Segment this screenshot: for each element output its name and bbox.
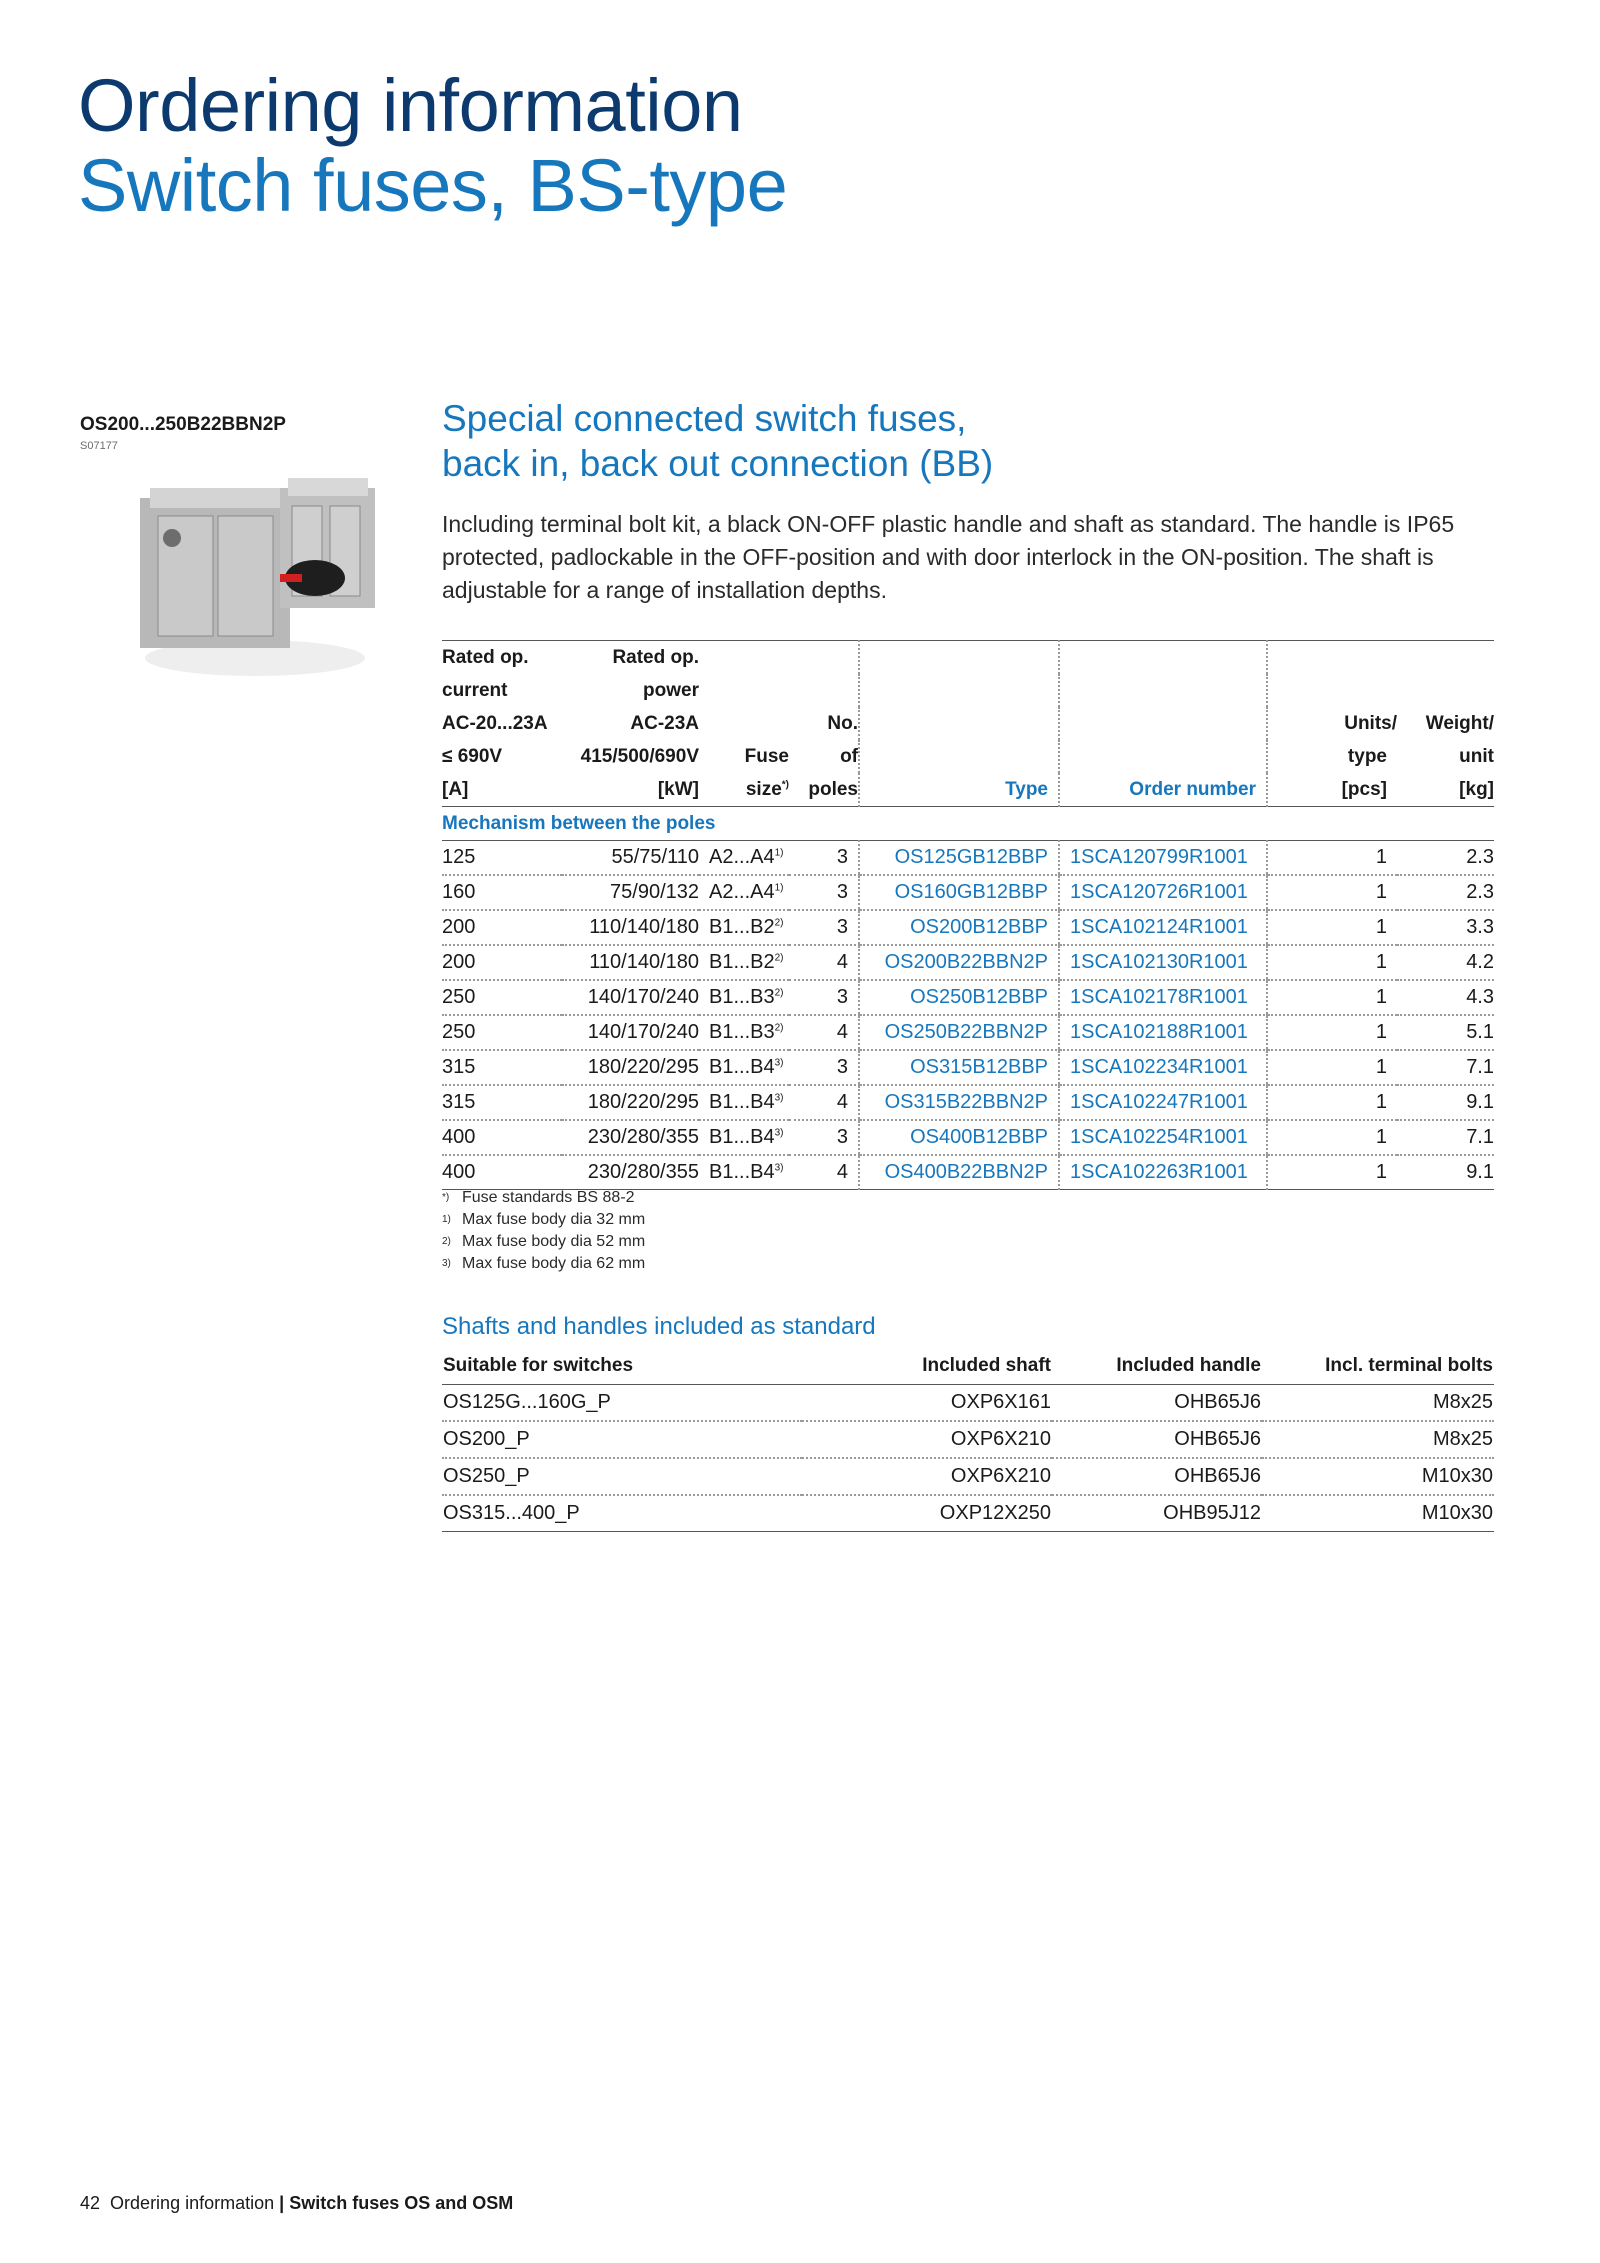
table-row (442, 875, 1494, 910)
page-title-line1: Ordering information (78, 64, 743, 147)
header-weight-2: unit (1459, 746, 1494, 767)
footer-section: Ordering information (110, 2193, 275, 2213)
cell-weight: 9.1 (1397, 1085, 1494, 1120)
cell-current: 315 (442, 1050, 562, 1085)
footnote (442, 1253, 645, 1275)
cell-bolts: M10x30 (1262, 1495, 1494, 1532)
footnote-text: Max fuse body dia 52 mm (462, 1233, 646, 1250)
footnote-mark: 2) (442, 1236, 451, 1247)
cell-weight: 7.1 (1397, 1120, 1494, 1155)
cell-units: 1 (1267, 1120, 1397, 1155)
shafts-header-shaft: Included shaft (802, 1348, 1052, 1385)
header-current-1: Rated op. (442, 641, 562, 675)
shafts-header-switches: Suitable for switches (442, 1348, 802, 1385)
table-row (442, 1050, 1494, 1085)
cell-weight: 4.3 (1397, 980, 1494, 1015)
table-row (442, 841, 1494, 876)
cell-fuse: A2...A4$^{1)}$ (699, 875, 789, 910)
header-poles-3: poles (789, 773, 859, 807)
cell-handle: OHB65J6 (1052, 1421, 1262, 1458)
table-row (442, 1385, 1494, 1422)
cell-weight: 4.2 (1397, 945, 1494, 980)
cell-shaft: OXP12X250 (802, 1495, 1052, 1532)
cell-poles: 3 (789, 1120, 859, 1155)
cell-fuse: B1...B3$^{2)}$ (699, 1015, 789, 1050)
footnote-text: Fuse standards BS 88-2 (462, 1189, 635, 1206)
cell-handle: OHB95J12 (1052, 1495, 1262, 1532)
cell-type: OS160GB12BBP (859, 875, 1059, 910)
cell-bolts: M8x25 (1262, 1421, 1494, 1458)
cell-poles: 4 (789, 1015, 859, 1050)
cell-poles: 3 (789, 841, 859, 876)
cell-units: 1 (1267, 945, 1397, 980)
cell-units: 1 (1267, 910, 1397, 945)
cell-order-number: 1SCA102263R1001 (1059, 1155, 1267, 1190)
footnote (442, 1187, 645, 1209)
cell-fuse: B1...B4$^{3)}$ (699, 1155, 789, 1190)
footnotes (442, 1187, 645, 1275)
header-units-3: [pcs] (1267, 773, 1397, 807)
header-current-2: current (442, 680, 508, 701)
cell-poles: 4 (789, 1155, 859, 1190)
cell-power: 75/90/132 (562, 875, 699, 910)
footnote-text: Max fuse body dia 62 mm (462, 1255, 646, 1272)
product-image-label: OS200...250B22BBN2P (80, 414, 286, 435)
page-footer (80, 2193, 513, 2214)
cell-poles: 4 (789, 945, 859, 980)
cell-shaft: OXP6X161 (802, 1385, 1052, 1422)
cell-fuse: B1...B4$^{3)}$ (699, 1085, 789, 1120)
footnote-mark: 3) (442, 1258, 451, 1269)
cell-handle: OHB65J6 (1052, 1385, 1262, 1422)
header-current-4: ≤ 690V (442, 746, 503, 767)
cell-units: 1 (1267, 1155, 1397, 1190)
section-title (442, 396, 993, 486)
cell-type: OS400B22BBN2P (859, 1155, 1059, 1190)
header-units-1: Units/ (1267, 707, 1397, 740)
cell-fuse: A2...A4$^{1)}$ (699, 841, 789, 876)
cell-order-number: 1SCA102254R1001 (1059, 1120, 1267, 1155)
cell-power: 180/220/295 (562, 1085, 699, 1120)
header-current-5: [A] (442, 773, 562, 807)
cell-units: 1 (1267, 841, 1397, 876)
cell-current: 250 (442, 1015, 562, 1050)
header-power-2: power (643, 680, 699, 701)
header-order-number: Order number (1059, 773, 1267, 807)
cell-units: 1 (1267, 1085, 1397, 1120)
shafts-title: Shafts and handles included as standard (442, 1313, 876, 1340)
cell-poles: 3 (789, 1050, 859, 1085)
cell-bolts: M10x30 (1262, 1458, 1494, 1495)
cell-order-number: 1SCA102188R1001 (1059, 1015, 1267, 1050)
shafts-header-handle: Included handle (1052, 1348, 1262, 1385)
section-intro: Including terminal bolt kit, a black ON-OFF plastic handle and shaft as standard. The handle is IP65 protected, padlockable in the OFF-position and with door interlock in the ON-position. The shaft is adjustable for a range of installation depths. (442, 511, 1455, 603)
cell-power: 55/75/110 (562, 841, 699, 876)
group-label: Mechanism between the poles (442, 807, 1494, 841)
cell-power: 140/170/240 (562, 980, 699, 1015)
cell-order-number: 1SCA120726R1001 (1059, 875, 1267, 910)
table-row (442, 1458, 1494, 1495)
cell-order-number: 1SCA102124R1001 (1059, 910, 1267, 945)
table-row (442, 1495, 1494, 1532)
header-power-1: Rated op. (562, 641, 699, 675)
cell-switches: OS200_P (442, 1421, 802, 1458)
footnote-mark: *) (442, 1192, 450, 1203)
cell-order-number: 1SCA102130R1001 (1059, 945, 1267, 980)
header-power-4: 415/500/690V (580, 746, 699, 767)
table-row (442, 1085, 1494, 1120)
cell-units: 1 (1267, 875, 1397, 910)
cell-current: 315 (442, 1085, 562, 1120)
cell-current: 250 (442, 980, 562, 1015)
cell-type: OS125GB12BBP (859, 841, 1059, 876)
cell-poles: 4 (789, 1085, 859, 1120)
cell-weight: 5.1 (1397, 1015, 1494, 1050)
cell-fuse: B1...B2$^{2)}$ (699, 945, 789, 980)
cell-weight: 2.3 (1397, 875, 1494, 910)
cell-fuse: B1...B4$^{3)}$ (699, 1050, 789, 1085)
product-image (130, 458, 380, 698)
cell-power: 110/140/180 (562, 945, 699, 980)
cell-poles: 3 (789, 980, 859, 1015)
footer-separator: | (279, 2193, 285, 2213)
cell-weight: 9.1 (1397, 1155, 1494, 1190)
footnote (442, 1209, 645, 1231)
product-image-code: S07177 (80, 440, 118, 452)
footnote-text: Max fuse body dia 32 mm (462, 1211, 646, 1228)
cell-weight: 7.1 (1397, 1050, 1494, 1085)
footnote (442, 1231, 645, 1253)
cell-units: 1 (1267, 1015, 1397, 1050)
cell-weight: 2.3 (1397, 841, 1494, 876)
cell-current: 125 (442, 841, 562, 876)
header-power-5: [kW] (562, 773, 699, 807)
cell-current: 400 (442, 1120, 562, 1155)
header-poles-1: No. (827, 713, 858, 734)
cell-order-number: 1SCA120799R1001 (1059, 841, 1267, 876)
footer-doc-title: Switch fuses OS and OSM (289, 2193, 514, 2213)
cell-type: OS200B12BBP (859, 910, 1059, 945)
header-weight-3: [kg] (1397, 773, 1494, 807)
section-title-line1: Special connected switch fuses, (442, 398, 967, 439)
cell-power: 180/220/295 (562, 1050, 699, 1085)
cell-fuse: B1...B4$^{3)}$ (699, 1120, 789, 1155)
shafts-table (442, 1348, 1494, 1532)
shafts-header-bolts: Incl. terminal bolts (1262, 1348, 1494, 1385)
header-weight-1: Weight/ (1425, 713, 1494, 734)
cell-fuse: B1...B2$^{2)}$ (699, 910, 789, 945)
table-row (442, 980, 1494, 1015)
footer-page-number: 42 (80, 2193, 101, 2213)
cell-type: OS250B12BBP (859, 980, 1059, 1015)
cell-switches: OS125G...160G_P (442, 1385, 802, 1422)
cell-current: 200 (442, 910, 562, 945)
header-fuse-1: Fuse (744, 746, 789, 767)
cell-type: OS200B22BBN2P (859, 945, 1059, 980)
cell-poles: 3 (789, 910, 859, 945)
cell-power: 230/280/355 (562, 1120, 699, 1155)
section-title-line2: back in, back out connection (BB) (442, 443, 994, 484)
table-row (442, 1120, 1494, 1155)
header-power-3: AC-23A (630, 713, 699, 734)
ordering-table (442, 640, 1494, 1190)
table-row (442, 1155, 1494, 1190)
header-type: Type (859, 773, 1059, 807)
cell-type: OS315B22BBN2P (859, 1085, 1059, 1120)
cell-type: OS400B12BBP (859, 1120, 1059, 1155)
cell-power: 110/140/180 (562, 910, 699, 945)
cell-order-number: 1SCA102234R1001 (1059, 1050, 1267, 1085)
cell-weight: 3.3 (1397, 910, 1494, 945)
cell-shaft: OXP6X210 (802, 1458, 1052, 1495)
header-current-3: AC-20...23A (442, 713, 548, 734)
header-fuse-2: size*) (699, 773, 789, 807)
cell-power: 140/170/240 (562, 1015, 699, 1050)
cell-units: 1 (1267, 1050, 1397, 1085)
header-units-2: type (1267, 740, 1397, 773)
cell-power: 230/280/355 (562, 1155, 699, 1190)
cell-units: 1 (1267, 980, 1397, 1015)
cell-order-number: 1SCA102178R1001 (1059, 980, 1267, 1015)
cell-switches: OS250_P (442, 1458, 802, 1495)
cell-bolts: M8x25 (1262, 1385, 1494, 1422)
table-row (442, 945, 1494, 980)
cell-poles: 3 (789, 875, 859, 910)
cell-current: 200 (442, 945, 562, 980)
table-row (442, 910, 1494, 945)
table-row (442, 1015, 1494, 1050)
cell-handle: OHB65J6 (1052, 1458, 1262, 1495)
cell-current: 160 (442, 875, 562, 910)
cell-fuse: B1...B3$^{2)}$ (699, 980, 789, 1015)
cell-type: OS250B22BBN2P (859, 1015, 1059, 1050)
page-title (78, 66, 787, 226)
cell-order-number: 1SCA102247R1001 (1059, 1085, 1267, 1120)
header-poles-2: of (840, 746, 858, 767)
table-row (442, 1421, 1494, 1458)
cell-switches: OS315...400_P (442, 1495, 802, 1532)
cell-shaft: OXP6X210 (802, 1421, 1052, 1458)
cell-type: OS315B12BBP (859, 1050, 1059, 1085)
footnote-mark: 1) (442, 1214, 451, 1225)
cell-current: 400 (442, 1155, 562, 1190)
page-title-line2: Switch fuses, BS-type (78, 144, 788, 227)
